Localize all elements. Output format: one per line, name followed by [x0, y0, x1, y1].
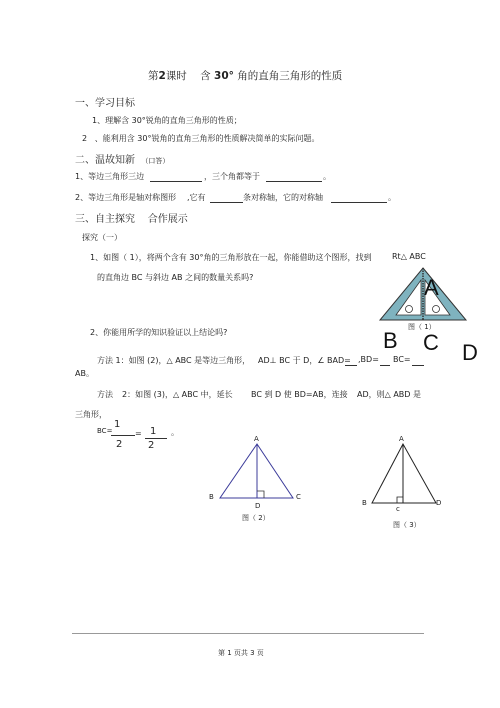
section3-heading-text: 三、自主探究: [75, 214, 135, 225]
blank-line2-1: [210, 202, 243, 203]
page-footer: 第 1 页共 3 页: [218, 649, 264, 657]
method2-a: 方法: [97, 390, 113, 399]
section3-heading-text2: 合作展示: [147, 214, 188, 225]
title-num2: 30°: [214, 70, 234, 82]
fig1-hole-right: [433, 306, 440, 313]
section1-item2-text: 、能利用含 30°锐角的直角三角形的性质解决简单的实际问题。: [94, 134, 320, 143]
fig1-label-b: B: [383, 328, 398, 353]
fig3-label-a: A: [399, 435, 404, 443]
title-part4: 角的直角三角形的性质: [237, 70, 343, 82]
fig2-label-d: D: [255, 502, 261, 510]
fig3-caption: 图（ 3）: [393, 521, 421, 529]
section2-line2-d: 。: [388, 193, 396, 202]
frac1-den: 2: [116, 439, 123, 450]
method1-e: AB。: [75, 369, 94, 378]
section2-line2-a: 2、等边三角形是轴对称图形: [75, 193, 177, 202]
method1-d: BC=: [393, 355, 411, 364]
page-title: [148, 68, 342, 83]
method2-c: BC 到 D 使 BD=AB，连接: [251, 390, 348, 399]
fig1-label-d: D: [462, 340, 478, 365]
section2-line1-a: 1、等边三角形三边: [75, 172, 145, 181]
frac2-den: 2: [148, 440, 155, 451]
blank-bc: [412, 365, 424, 366]
section2-heading-note: （口答）: [141, 157, 170, 165]
fig2-label-b: B: [209, 493, 214, 501]
bc-label: BC=: [97, 427, 113, 435]
title-part3: 含: [200, 70, 211, 82]
fig2-label-a: A: [254, 435, 259, 443]
explore-label: 探究（一）: [82, 233, 122, 242]
section2-heading-text: 二、温故知新: [75, 155, 135, 166]
fig3-label-b: B: [362, 499, 367, 507]
section2-line2-c: 条对称轴，它的对称轴: [243, 193, 323, 202]
section2-line2-b: ,它有: [187, 193, 206, 202]
section1-heading: 一、学习目标: [75, 98, 135, 109]
fig3-label-d: D: [436, 499, 442, 507]
frac1-bar: [111, 435, 135, 436]
frac2-num: 1: [150, 426, 157, 437]
bc-period: 。: [171, 428, 179, 437]
method2-e: 三角形，: [75, 410, 107, 419]
fig1-caption: 图（ 1）: [408, 323, 436, 331]
method2-d: AD，则△ ABD 是: [357, 390, 421, 399]
method1-b: AD⊥ BC 于 D，∠ BAD=: [258, 356, 351, 365]
frac1-num: 1: [114, 419, 121, 430]
figure-1: [378, 266, 468, 324]
section2-line1-c: 。: [323, 172, 331, 181]
title-num: 2: [158, 70, 166, 82]
frac2-bar: [145, 438, 167, 439]
blank-line1-2: [266, 181, 322, 182]
section1-item2: [82, 133, 319, 144]
q1-line1: 1、如图（ 1），将两个含有 30°角的三角形放在一起，你能借助这个图形，找到: [90, 253, 372, 262]
section1-item2-num: 2: [82, 134, 88, 143]
title-part2: 课时: [165, 70, 187, 82]
blank-angle-bad: [345, 365, 357, 366]
method1-a: 方法 1：如图 (2)，△ ABC 是等边三角形，: [97, 356, 251, 365]
method2-b: 2：如图 (3)，△ ABC 中，延长: [122, 390, 233, 399]
footer-rule: [72, 633, 424, 634]
q1-rt: Rt△ ABC: [392, 252, 426, 261]
fig2-right-angle-mark: [257, 491, 264, 498]
section1-item1: 1、理解含 30°锐角的直角三角形的性质；: [92, 116, 242, 125]
blank-bd: [380, 365, 390, 366]
fig3-triangle: [372, 444, 436, 503]
blank-line1-1: [150, 181, 202, 182]
section2-heading: [75, 151, 169, 166]
section2-line1-b: ，三个角都等于: [204, 172, 260, 181]
method1-c: ,BD=: [358, 355, 379, 364]
q2-text: 2、你能用所学的知识验证以上结论吗?: [90, 328, 228, 337]
title-part1: 第: [148, 70, 159, 82]
fig3-label-c: c: [396, 505, 400, 513]
blank-line2-2: [331, 202, 387, 203]
q1-line2: 的直角边 BC 与斜边 AB 之间的数量关系吗?: [97, 273, 254, 282]
section3-heading: [75, 210, 188, 225]
fig2-caption: 图（ 2）: [242, 514, 270, 522]
eq-sign: =: [135, 429, 142, 438]
fig1-hole-left: [406, 306, 413, 313]
fig1-label-c: C: [423, 330, 439, 355]
fig1-label-a: A: [424, 275, 439, 300]
fig3-right-angle-mark: [397, 497, 403, 503]
fig2-label-c: C: [296, 493, 301, 501]
